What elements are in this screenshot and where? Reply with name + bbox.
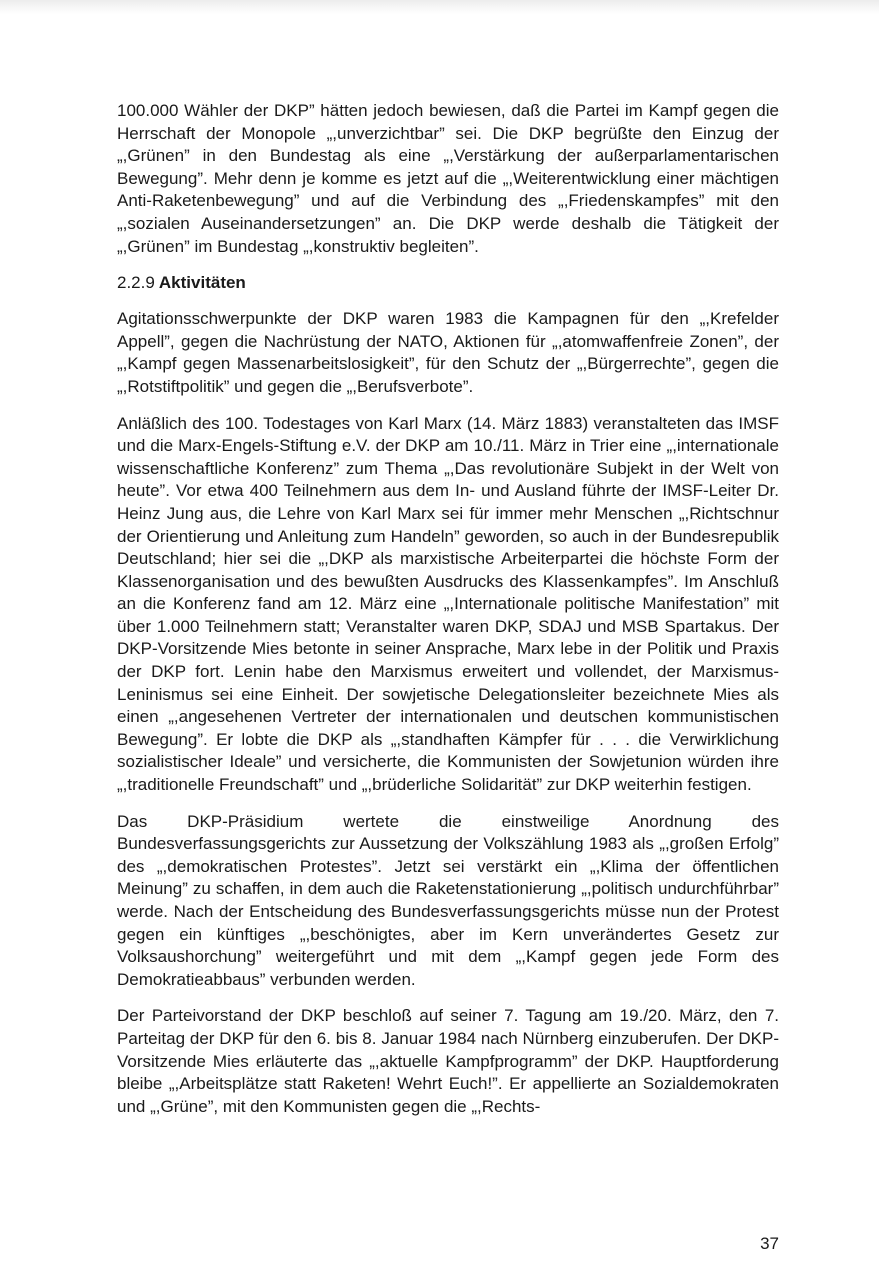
paragraph-dkp-elections: 100.000 Wähler der DKP” hätten jedoch bewiesen, daß die Partei im Kampf gegen die Herrschaft der Monopole „,unverzichtbar” sei. Die DKP begrüßte den Einzug der „,Grünen” in den Bundestag als eine „,Verstärkung der außerparlamentarischen Bewegung”. Mehr denn je komme es jetzt auf die „,Weiterentwicklung einer mächtigen Anti-Raketenbewegung” und auf die Verbindung des „,Friedenskampfes” mit den „,sozialen Auseinandersetzungen” an. Die DKP werde deshalb die Tätigkeit der „,Grünen” im Bundestag „,konstruktiv begleiten”. bbox=[117, 101, 779, 256]
paragraph-gap bbox=[117, 399, 779, 413]
section-number: 2.2.9 bbox=[117, 273, 155, 293]
paragraph-gap bbox=[117, 991, 779, 1005]
paragraph-gap bbox=[117, 294, 779, 308]
section-heading bbox=[117, 272, 779, 294]
page-number: 37 bbox=[760, 1234, 779, 1253]
paragraph-karl-marx: Anläßlich des 100. Todestages von Karl Marx (14. März 1883) veranstalteten das IMSF und die Marx-Engels-Stiftung e.V. der DKP am 10./11. März in Trier eine „,internationale wissenschaftliche Konferenz” zum Thema „,Das revolutionäre Subjekt in der Welt von heute”. Vor etwa 400 Teilnehmern aus dem In- und Ausland führte der IMSF-Leiter Dr. Heinz Jung aus, die Lehre von Karl Marx sei für immer mehr Menschen „,Richtschnur der Orientierung und Anleitung zum Handeln” geworden, so auch in der Bundesrepublik Deutschland; hier sei die „,DKP als marxistische Arbeiterpartei die höchste Form der Klassenorganisation und des bewußten Ausdrucks des Klassenkampfes”. Im Anschluß an die Konferenz fand am 12. März eine „,Internationale politische Manifestation” mit über 1.000 Teilnehmern statt; Veranstalter waren DKP, SDAJ und MSB Spartakus. Der DKP-Vorsitzende Mies betonte in seiner Ansprache, Marx lebe in der Politik und Praxis der DKP fort. Lenin habe den Marxismus erweitert und vollendet, der Marxismus-Leninismus sei eine Einheit. Der sowjetische Delegationsleiter bezeichnete Mies als einen „,angesehenen Vertreter der internationalen und deutschen kommunistischen Bewegung”. Er lobte die DKP als „,standhaften Kämpfer für . . . die Verwirklichung sozialistischer Ideale” und versicherte, die Kommunisten der Sowjetunion würden ihre „,traditionelle Freundschaft” und „,brüderliche Solidarität” zur DKP weiterhin festigen. bbox=[117, 413, 779, 795]
paragraph-parteivorstand: Der Parteivorstand der DKP beschloß auf seiner 7. Tagung am 19./20. März, den 7. Parteitag der DKP für den 6. bis 8. Januar 1984 nach Nürnberg einzuberufen. Der DKP-Vorsitzende Mies erläuterte das „,aktuelle Kampfprogramm” der DKP. Hauptforderung bleibe „,Arbeitsplätze statt Raketen! Wehrt Euch!”. Er appellierte an Sozialdemokraten und „,Grüne”, mit den Kommunisten gegen die „,Rechts- bbox=[117, 1006, 779, 1116]
paragraph-volkszaehlung: Das DKP-Präsidium wertete die einstweilige Anordnung des Bundesverfassungsgerichts zur Aussetzung der Volkszählung 1983 als „,großen Erfolg” des „,demokratischen Protestes”. Jetzt sei verstärkt ein „,Klima der öffentlichen Meinung” zu schaffen, in dem auch die Raketenstationierung „,politisch undurchführbar” werde. Nach der Entscheidung des Bundesverfassungsgerichts müsse nun der Protest gegen ein künftiges „,beschönigtes, aber im Kern unverändertes Gesetz zur Volksaushorchung” weitergeführt und mit dem „,Kampf gegen jede Form des Demokratieabbaus” verbunden werden. bbox=[117, 811, 779, 989]
document-page bbox=[117, 100, 779, 1118]
paragraph-gap bbox=[117, 258, 779, 272]
paragraph-gap bbox=[117, 797, 779, 811]
scan-top-edge bbox=[0, 0, 879, 14]
section-title: Aktivitäten bbox=[158, 273, 246, 293]
paragraph-agitation: Agitationsschwerpunkte der DKP waren 1983 die Kampagnen für den „,Krefelder Appell”, gegen die Nachrüstung der NATO, Aktionen für „,atomwaffenfreie Zonen”, der „,Kampf gegen Massenarbeitslosigkeit”, für den Schutz der „,Bürgerrechte”, gegen die „,Rotstiftpolitik” und gegen die „,Berufsverbote”. bbox=[117, 309, 779, 396]
